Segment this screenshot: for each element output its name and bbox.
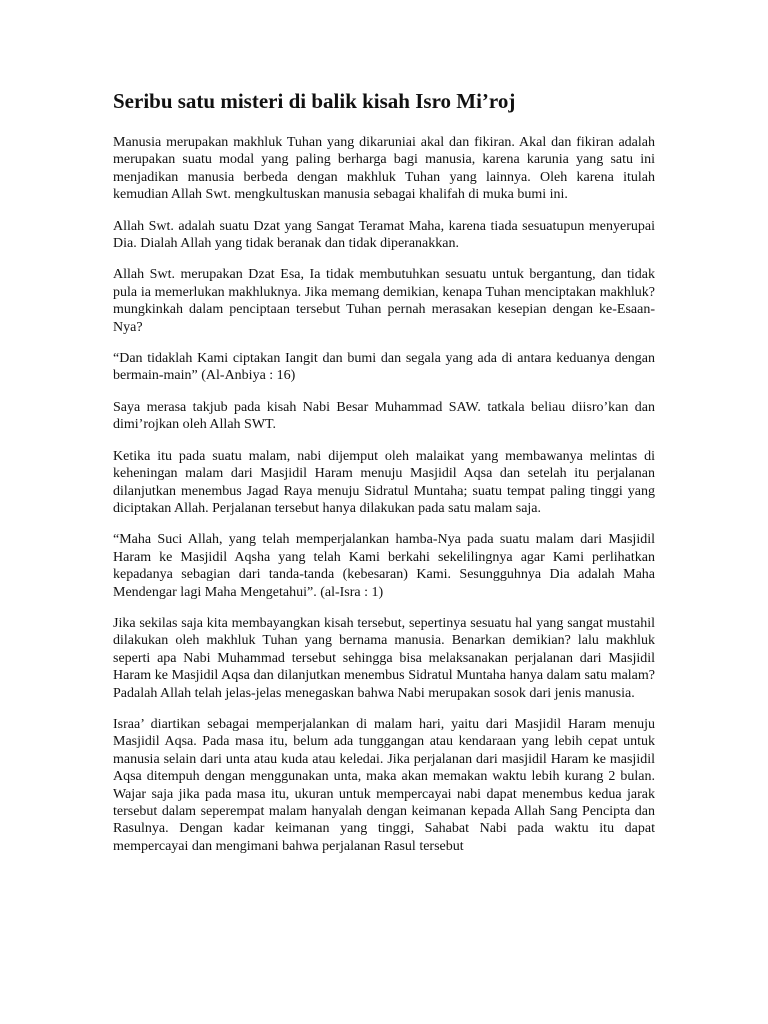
paragraph: Jika sekilas saja kita membayangkan kisah tersebut, sepertinya sesuatu hal yang sangat mustahil dilakukan oleh makhluk Tuhan yang bernama manusia. Benarkan demikian? lalu makhluk seperti apa Nabi Muhammad tersebut sehingga bisa melaksanakan perjalanan dari Masjidil Haram ke Masjidil Aqsa dan dilanjutkan menembus Sidratul Muntaha hanya dalam satu malam? Padalah Allah telah jelas-jelas menegaskan bahwa Nabi merupakan sosok dari jenis manusia. <box>113 615 655 701</box>
quote-paragraph: “Dan tidaklah Kami ciptakan Iangit dan bumi dan segala yang ada di antara keduanya dengan bermain-main” (Al-Anbiya : 16) <box>113 351 655 384</box>
paragraph: Saya merasa takjub pada kisah Nabi Besar Muhammad SAW. tatkala beliau diisro’kan dan dimi’rojkan oleh Allah SWT. <box>113 399 655 433</box>
paragraph: Allah Swt. merupakan Dzat Esa, Ia tidak membutuhkan sesuatu untuk bergantung, dan tidak pula ia memerlukan makhluknya. Jika memang demikian, kenapa Tuhan menciptakan makhluk? mungkinkah dalam penciptaan tersebut Tuhan pernah merasakan kesepian dengan ke-Esaan-Nya? <box>113 267 655 335</box>
document-title: Seribu satu misteri di balik kisah Isro Mi’roj <box>113 89 516 113</box>
paragraph: Manusia merupakan makhluk Tuhan yang dikaruniai akal dan fikiran. Akal dan fikiran adalah merupakan suatu modal yang paling berharga bagi manusia, karena karunia yang satu ini menjadikan manusia berbeda dengan makhluk Tuhan yang lainnya. Oleh karena itulah kemudian Allah Swt. mengkultuskan manusia sebagai khalifah di muka bumi ini. <box>113 135 655 203</box>
paragraph: Ketika itu pada suatu malam, nabi dijemput oleh malaikat yang membawanya melintas di keheningan malam dari Masjidil Haram menuju Masjidil Aqsa dan setelah itu perjalanan dilanjutkan menembus Jagad Raya menuju Sidratul Muntaha; suatu tempat paling tinggi yang diciptakan Allah. Perjalanan tersebut hanya dilakukan pada satu malam saja. <box>113 448 655 516</box>
document-page <box>113 88 655 869</box>
quote-paragraph: “Maha Suci Allah, yang telah memperjalankan hamba-Nya pada suatu malam dari Masjidil Haram ke Masjidil Aqsha yang telah Kami berkahi sekelilingnya agar Kami perlihatkan kepadanya sebagian dari tanda-tanda (kebesaran) Kami. Sesungguhnya Dia adalah Maha Mendengar lagi Maha Mengetahui”. (al-Isra : 1) <box>113 532 655 600</box>
paragraph: Israa’ diartikan sebagai memperjalankan di malam hari, yaitu dari Masjidil Haram menuju Masjidil Aqsa. Pada masa itu, belum ada tunggangan atau kendaraan yang lebih cepat untuk manusia selain dari unta atau kuda atau keledai. Jika perjalanan dari masjidil Haram ke masjidil Aqsa ditempuh dengan menggunakan unta, maka akan memakan waktu lebih kurang 2 bulan. Wajar saja jika pada masa itu, ukuran untuk mempercayai nabi dapat menembus kedua jarak tersebut dalam seperempat malam hanyalah dengan keimanan kepada Allah Sang Pencipta dan Rasulnya. Dengan kadar keimanan yang tinggi, Sahabat Nabi pada waktu itu dapat mempercayai dan mengimani bahwa perjalanan Rasul tersebut <box>113 716 655 854</box>
paragraph: Allah Swt. adalah suatu Dzat yang Sangat Teramat Maha, karena tiada sesuatupun menyerupai Dia. Dialah Allah yang tidak beranak dan tidak diperanakkan. <box>113 218 655 252</box>
